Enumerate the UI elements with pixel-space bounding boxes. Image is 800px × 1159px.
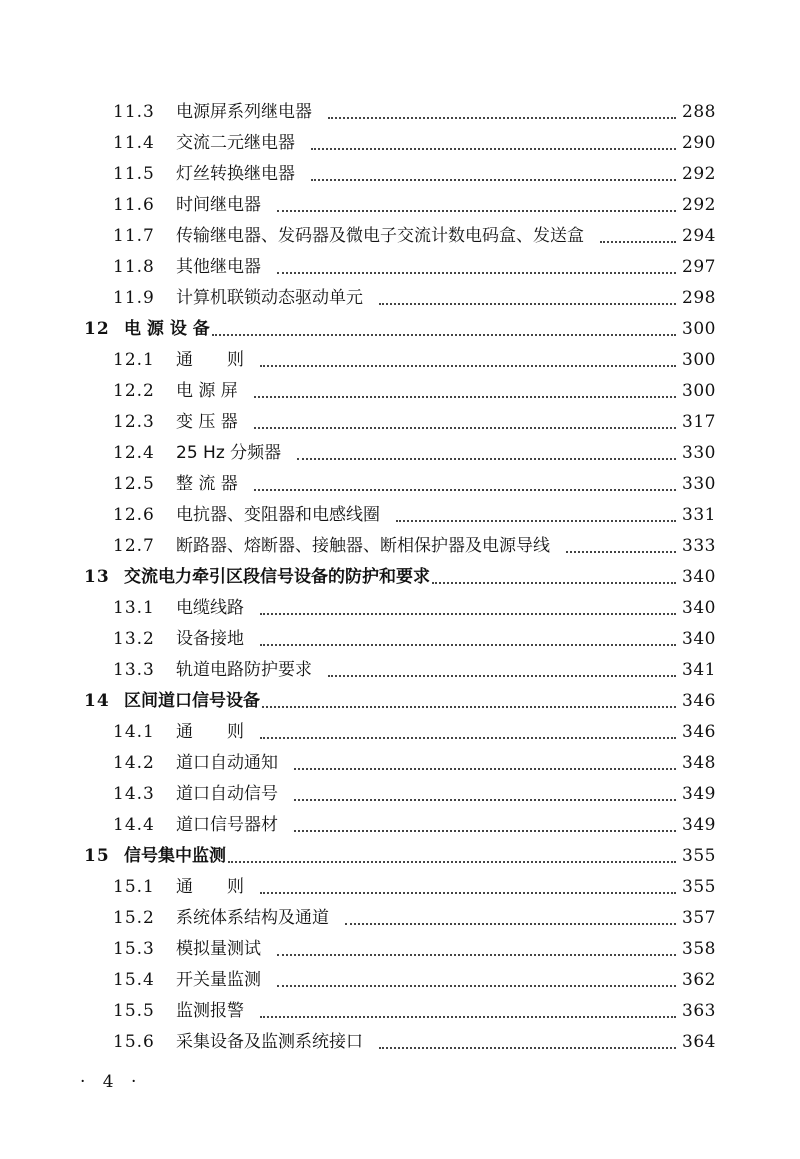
dot-leader (228, 861, 676, 863)
toc-section-entry (0, 810, 800, 841)
toc-section-entry (0, 376, 800, 407)
toc-entry-page: 288 (682, 102, 716, 122)
toc-entry-number: 13.3 (113, 660, 155, 680)
dot-leader (294, 768, 676, 770)
toc-entry-page: 363 (682, 1001, 716, 1021)
toc-entry-title: 信号集中监测 (124, 846, 226, 866)
dot-leader (328, 675, 676, 677)
toc-entry-title: 道口自动通知 (176, 753, 278, 773)
toc-chapter-entry (0, 841, 800, 872)
dot-leader (311, 148, 676, 150)
toc-entry-number: 11.7 (113, 226, 155, 246)
toc-entry-number: 15.4 (113, 970, 155, 990)
dot-leader (260, 737, 676, 739)
toc-entry-page: 364 (682, 1032, 716, 1052)
toc-entry-title: 计算机联锁动态驱动单元 (176, 288, 363, 308)
toc-entry-number: 14 (84, 691, 110, 711)
toc-entry-page: 340 (682, 567, 716, 587)
toc-section-entry (0, 438, 800, 469)
toc-entry-number: 15.5 (113, 1001, 155, 1021)
toc-section-entry (0, 748, 800, 779)
toc-entry-number: 13.2 (113, 629, 155, 649)
toc-entry-number: 12.7 (113, 536, 155, 556)
toc-section-entry (0, 779, 800, 810)
toc-entry-page: 298 (682, 288, 716, 308)
toc-entry-page: 292 (682, 195, 716, 215)
toc-entry-page: 317 (682, 412, 716, 432)
toc-entry-number: 12 (84, 319, 110, 339)
toc-section-entry (0, 996, 800, 1027)
toc-entry-number: 14.1 (113, 722, 155, 742)
toc-entry-title: 轨道电路防护要求 (176, 660, 312, 680)
toc-entry-number: 12.6 (113, 505, 155, 525)
toc-section-entry (0, 283, 800, 314)
toc-entry-page: 348 (682, 753, 716, 773)
toc-section-entry (0, 469, 800, 500)
toc-entry-page: 340 (682, 598, 716, 618)
toc-entry-title: 变 压 器 (176, 412, 238, 432)
toc-entry-page: 340 (682, 629, 716, 649)
toc-section-entry (0, 159, 800, 190)
toc-chapter-entry (0, 686, 800, 717)
dot-leader (260, 613, 676, 615)
toc-entry-page: 300 (682, 319, 716, 339)
toc-entry-title: 通 则 (176, 350, 244, 370)
toc-entry-number: 13.1 (113, 598, 155, 618)
toc-entry-number: 14.4 (113, 815, 155, 835)
dot-leader (294, 799, 676, 801)
toc-entry-number: 15.3 (113, 939, 155, 959)
toc-entry-title: 25 Hz 分频器 (176, 443, 282, 463)
dot-leader (600, 241, 676, 243)
toc-entry-title: 模拟量测试 (176, 939, 261, 959)
toc-section-entry (0, 655, 800, 686)
toc-entry-page: 346 (682, 691, 716, 711)
toc-section-entry (0, 717, 800, 748)
toc-entry-title: 系统体系结构及通道 (176, 908, 329, 928)
toc-entry-page: 331 (682, 505, 716, 525)
toc-entry-title: 电缆线路 (176, 598, 244, 618)
toc-entry-page: 355 (682, 846, 716, 866)
toc-entry-title: 时间继电器 (176, 195, 261, 215)
toc-entry-title: 采集设备及监测系统接口 (176, 1032, 363, 1052)
toc-section-entry (0, 903, 800, 934)
toc-entry-title: 监测报警 (176, 1001, 244, 1021)
dot-leader (260, 644, 676, 646)
toc-section-entry (0, 624, 800, 655)
dot-leader (396, 520, 676, 522)
toc-entry-page: 349 (682, 784, 716, 804)
toc-entry-page: 290 (682, 133, 716, 153)
toc-entry-title: 传输继电器、发码器及微电子交流计数电码盒、发送盒 (176, 226, 584, 246)
toc-section-entry (0, 252, 800, 283)
toc-entry-number: 11.4 (113, 133, 155, 153)
toc-entry-title: 道口自动信号 (176, 784, 278, 804)
toc-entry-number: 15.1 (113, 877, 155, 897)
dot-leader (379, 1047, 676, 1049)
toc-entry-title: 通 则 (176, 877, 244, 897)
toc-section-entry (0, 407, 800, 438)
toc-entry-title: 通 则 (176, 722, 244, 742)
table-of-contents (0, 97, 800, 1058)
dot-leader (260, 892, 676, 894)
dot-leader (277, 210, 676, 212)
toc-entry-number: 12.3 (113, 412, 155, 432)
toc-section-entry (0, 872, 800, 903)
dot-leader (294, 830, 676, 832)
toc-entry-page: 300 (682, 381, 716, 401)
toc-entry-page: 346 (682, 722, 716, 742)
toc-entry-title: 电抗器、变阻器和电感线圈 (176, 505, 380, 525)
toc-entry-title: 整 流 器 (176, 474, 238, 494)
toc-entry-title: 交流电力牵引区段信号设备的防护和要求 (124, 567, 430, 587)
toc-entry-number: 12.1 (113, 350, 155, 370)
page-number-footer: · 4 · (80, 1072, 143, 1092)
toc-entry-number: 12.4 (113, 443, 155, 463)
toc-entry-page: 357 (682, 908, 716, 928)
toc-entry-number: 14.2 (113, 753, 155, 773)
toc-entry-number: 13 (84, 567, 110, 587)
toc-section-entry (0, 1027, 800, 1058)
toc-entry-title: 断路器、熔断器、接触器、断相保护器及电源导线 (176, 536, 550, 556)
dot-leader (345, 923, 676, 925)
toc-entry-number: 14.3 (113, 784, 155, 804)
toc-entry-title: 开关量监测 (176, 970, 261, 990)
dot-leader (277, 985, 676, 987)
toc-entry-number: 15.6 (113, 1032, 155, 1052)
toc-entry-title: 区间道口信号设备 (124, 691, 260, 711)
toc-entry-page: 300 (682, 350, 716, 370)
dot-leader (432, 582, 676, 584)
toc-entry-title: 设备接地 (176, 629, 244, 649)
toc-section-entry (0, 593, 800, 624)
toc-entry-title: 电 源 设 备 (124, 319, 210, 339)
dot-leader (262, 706, 676, 708)
toc-entry-page: 294 (682, 226, 716, 246)
toc-entry-page: 358 (682, 939, 716, 959)
dot-leader (566, 551, 676, 553)
toc-entry-page: 333 (682, 536, 716, 556)
toc-entry-page: 349 (682, 815, 716, 835)
toc-entry-number: 15.2 (113, 908, 155, 928)
toc-entry-number: 11.5 (113, 164, 155, 184)
toc-section-entry (0, 128, 800, 159)
toc-entry-title: 交流二元继电器 (176, 133, 295, 153)
toc-entry-title: 电 源 屏 (176, 381, 238, 401)
toc-chapter-entry (0, 562, 800, 593)
toc-section-entry (0, 345, 800, 376)
toc-chapter-entry (0, 314, 800, 345)
dot-leader (254, 489, 676, 491)
toc-entry-number: 12.5 (113, 474, 155, 494)
toc-entry-title: 其他继电器 (176, 257, 261, 277)
dot-leader (254, 396, 676, 398)
dot-leader (260, 1016, 676, 1018)
dot-leader (277, 954, 676, 956)
dot-leader (212, 334, 676, 336)
toc-section-entry (0, 934, 800, 965)
toc-entry-page: 297 (682, 257, 716, 277)
toc-section-entry (0, 97, 800, 128)
toc-section-entry (0, 531, 800, 562)
toc-entry-page: 330 (682, 474, 716, 494)
toc-entry-page: 330 (682, 443, 716, 463)
toc-entry-page: 355 (682, 877, 716, 897)
toc-entry-number: 12.2 (113, 381, 155, 401)
toc-entry-title: 道口信号器材 (176, 815, 278, 835)
toc-entry-page: 292 (682, 164, 716, 184)
toc-entry-number: 15 (84, 846, 110, 866)
toc-entry-page: 362 (682, 970, 716, 990)
toc-entry-title: 电源屏系列继电器 (176, 102, 312, 122)
dot-leader (260, 365, 676, 367)
toc-entry-number: 11.3 (113, 102, 155, 122)
toc-section-entry (0, 500, 800, 531)
dot-leader (379, 303, 676, 305)
dot-leader (277, 272, 676, 274)
toc-entry-number: 11.8 (113, 257, 155, 277)
toc-section-entry (0, 965, 800, 996)
toc-section-entry (0, 190, 800, 221)
dot-leader (254, 427, 676, 429)
dot-leader (328, 117, 676, 119)
toc-entry-number: 11.6 (113, 195, 155, 215)
toc-entry-number: 11.9 (113, 288, 155, 308)
toc-entry-page: 341 (682, 660, 716, 680)
dot-leader (297, 458, 676, 460)
toc-entry-title: 灯丝转换继电器 (176, 164, 295, 184)
dot-leader (311, 179, 676, 181)
toc-section-entry (0, 221, 800, 252)
